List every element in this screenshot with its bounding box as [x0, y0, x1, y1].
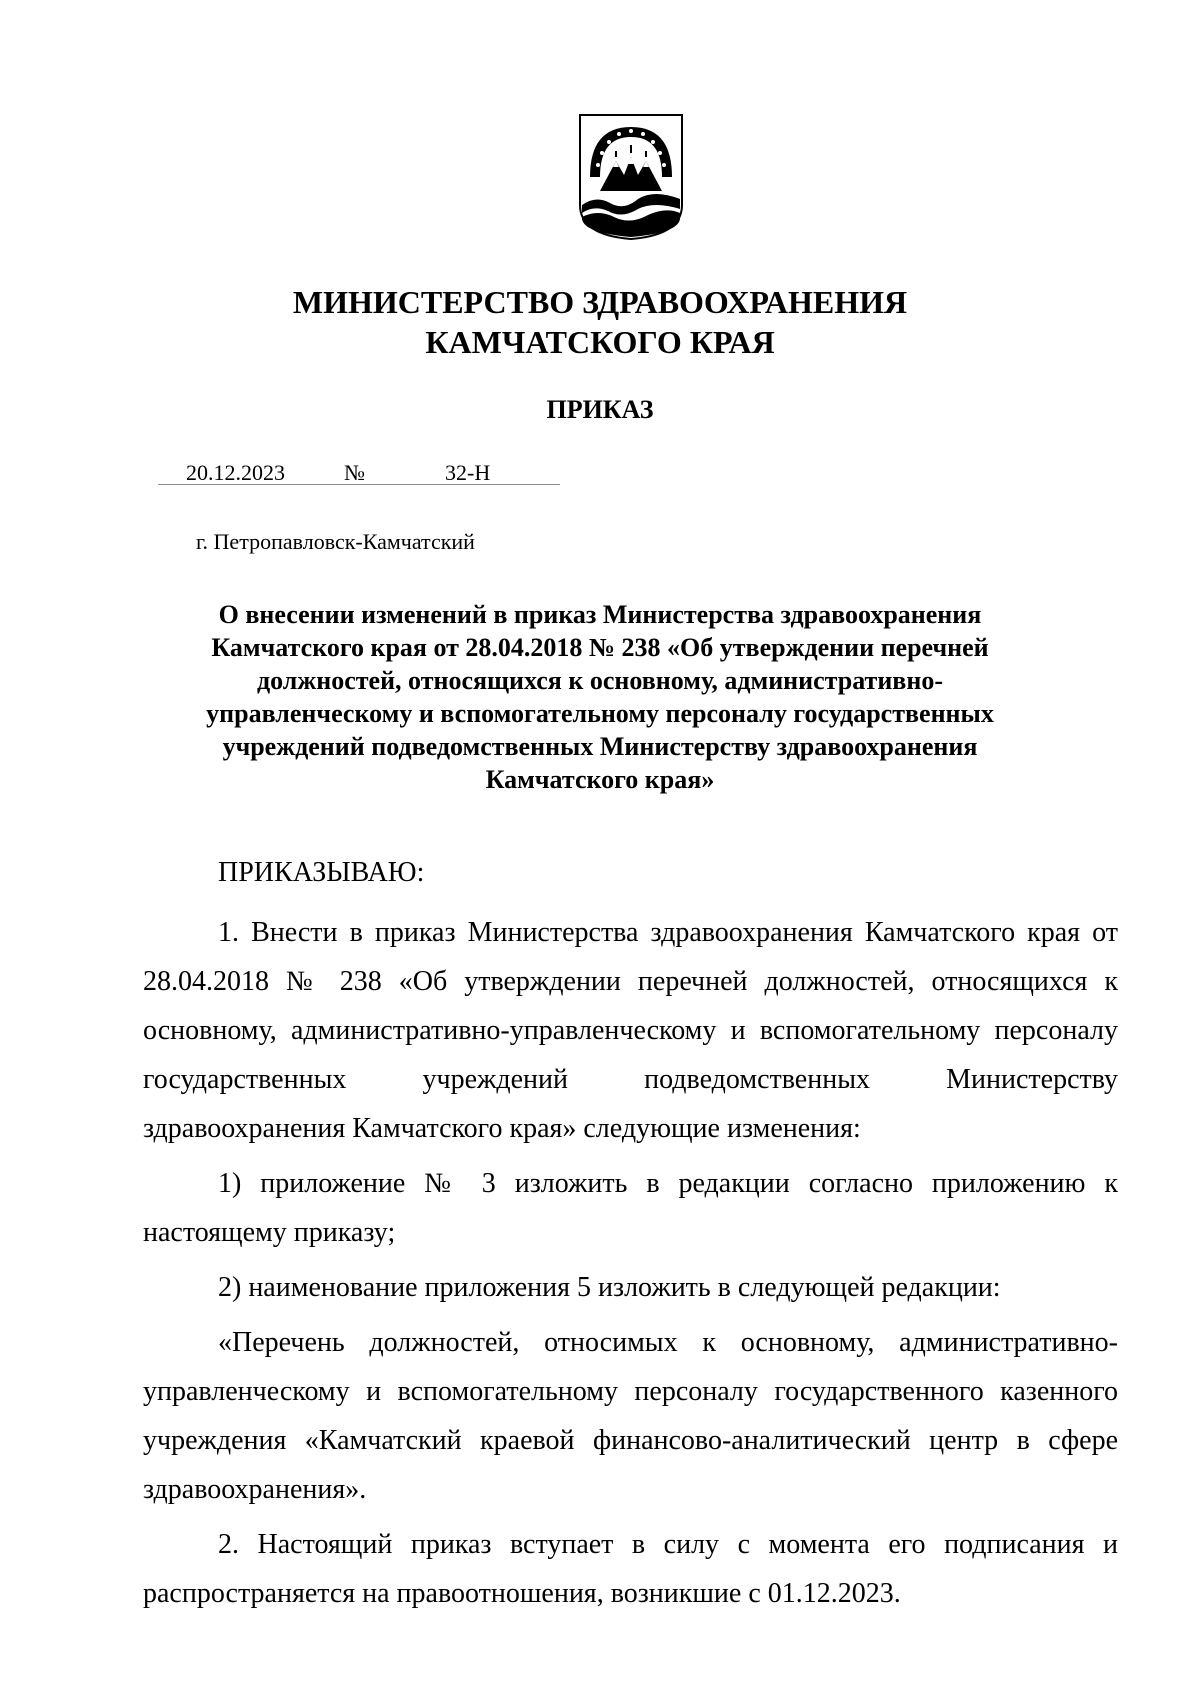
order-body [143, 908, 1118, 1624]
body-paragraph: 2) наименование приложения 5 изложить в следующей редакции: [218, 1272, 1001, 1303]
coat-of-arms-icon [578, 113, 684, 241]
subject-line: Камчатского края от 28.04.2018 № 238 «Об утверждении перечней [211, 633, 989, 662]
number-sign: № [344, 460, 365, 485]
city: г. Петропавловск-Камчатский [196, 529, 475, 554]
subject-line: учреждений подведомственных Министерству здравоохранения [222, 732, 978, 761]
ministry-name-line-2: КАМЧАТСКОГО КРАЯ [425, 324, 775, 360]
order-date: 20.12.2023 [186, 460, 285, 485]
order-number: 32-Н [445, 460, 491, 485]
subject-line: должностей, относящихся к основному, административно- [256, 666, 943, 695]
subject-line: О внесении изменений в приказ Министерства здравоохранения [218, 600, 982, 629]
decree-word: ПРИКАЗЫВАЮ: [218, 857, 425, 888]
order-subject [160, 598, 1040, 796]
body-paragraph: 1. Внести в приказ Министерства здравоохранения Камчатского края от 28.04.2018 № 238 «Об утверждении перечней должностей, относящихся к основному, административно-управленческому и вспомогательному персоналу государственных учреждений подведомственных Министерству здравоохранения Камчатского края» следующие изменения: [143, 917, 1118, 1144]
ministry-name [150, 282, 1050, 362]
ministry-name-line-1: МИНИСТЕРСТВО ЗДРАВООХРАНЕНИЯ [292, 284, 908, 320]
body-paragraph: 2. Настоящий приказ вступает в силу с момента его подписания и распространяется на правоотношения, возникшие с 01.12.2023. [143, 1529, 1118, 1609]
body-paragraph: «Перечень должностей, относимых к основному, административно-управленческому и вспомогательному персоналу государственного казенного учреждения «Камчатский краевой финансово-аналитический центр в сфере здравоохранения». [143, 1327, 1118, 1505]
subject-line: Камчатского края» [485, 765, 715, 794]
document-type-title: ПРИКАЗ [546, 395, 654, 424]
body-paragraph: 1) приложение № 3 изложить в редакции согласно приложению к настоящему приказу; [143, 1168, 1118, 1248]
subject-line: управленческому и вспомогательному персоналу государственных [206, 699, 994, 728]
